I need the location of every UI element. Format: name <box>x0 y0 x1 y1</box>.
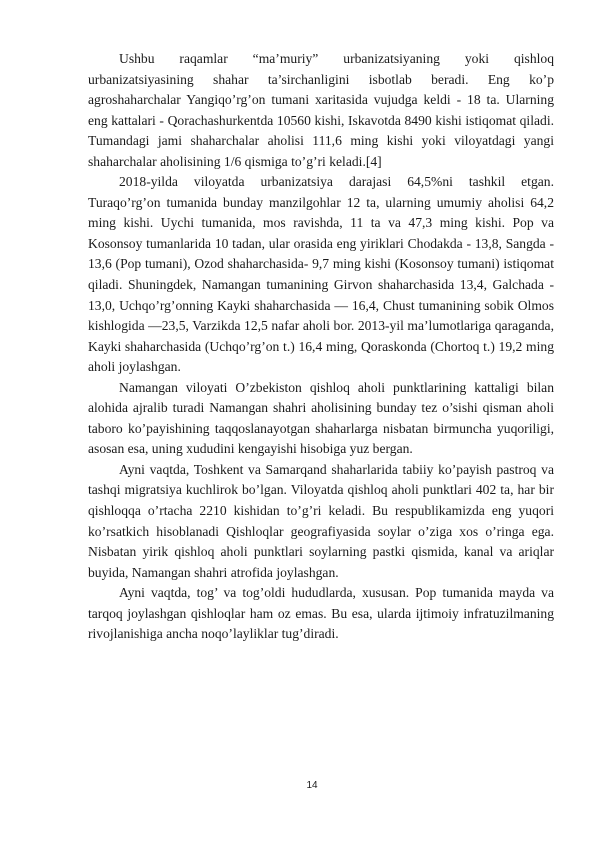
paragraph-1: Ushbu raqamlar “ma’muriy” urbanizatsiyaning yoki qishloq urbanizatsiyasining shahar ta’sirchanligini isbotlab beradi. Eng ko’p agroshaharchalar Yangiqo’rg’on tumani xaritasida vujudga keldi - 18 ta. Ularning eng kattalari - Qorachashurkentda 10560 kishi, Iskavotda 8490 kishi istiqomat qiladi. Tumandagi jami shaharchalar aholisi 111,6 ming kishi yoki viloyatdagi yangi shaharchalar aholisining 1/6 qismiga to’g’ri keladi.[4] <box>88 51 554 169</box>
paragraph-4: Ayni vaqtda, Toshkent va Samarqand shaharlarida tabiiy ko’payish pastroq va tashqi migratsiya kuchlirok bo’lgan. Viloyatda qishloq aholi punktlari 402 ta, har bir qishloqqa o’rtacha 2210 kishidan to’g’ri keladi. Bu respublikamizda eng yuqori ko’rsatkich hisoblanadi Qishloqlar geografiyasida soylar o’ziga xos o’ringa ega. Nisbatan yirik qishloq aholi punktlari soylarning pastki qismida, kanal va ariqlar buyida, Namangan shahri atrofida joylashgan. <box>88 461 554 580</box>
paragraph-5: Ayni vaqtda, tog’ va tog’oldi hududlarda, xususan. Pop tumanida mayda va tarqoq joylashgan qishloqlar ham oz emas. Bu esa, ularda ijtimoiy infratuzilmaning rivojlanishiga ancha noqo’layliklar tug’diradi. <box>88 585 554 642</box>
paragraph-2: 2018-yilda viloyatda urbanizatsiya darajasi 64,5%ni tashkil etgan. Turaqo’rg’on tumanida bunday manzilgohlar 12 ta, ularning umumiy aholisi 64,2 ming kishi. Uychi tumanida, mos ravishda, 11 ta va 47,3 ming kishi. Pop va Kosonsoy tumanlarida 10 tadan, ular orasida eng yiriklari Chodakda - 13,8, Sangda - 13,6 (Pop tumani), Ozod shaharchasida- 9,7 ming kishi (Kosonsoy tumani) istiqomat qiladi. Shuningdek, Namangan tumanining Girvon shaharchasida 13,4, Galchada - 13,0, Uchqo’rg’onning Kayki shaharchasida — 16,4, Chust tumanining sobik Olmos kishlogida —23,5, Varzikda 12,5 nafar aholi bor. 2013-yil ma’lumotlariga qaraganda, Kayki shaharchasida (Uchqo’rg’on t.) 16,4 ming, Qoraskonda (Chortoq t.) 19,2 ming aholi joylashgan. <box>88 174 554 375</box>
paragraph-3: Namangan viloyati O’zbekiston qishloq aholi punktlarining kattaligi bilan alohida ajralib turadi Namangan shahri aholisining bunday tez o’sishi qisman aholi taboro ko’payishining taqqoslanayotgan shaharlarga nisbatan birmuncha yuqoriligi, asosan esa, uning xududini kengayishi hisobiga yuz bergan. <box>88 379 554 457</box>
body-text <box>88 49 554 645</box>
page-number: 14 <box>306 780 318 791</box>
